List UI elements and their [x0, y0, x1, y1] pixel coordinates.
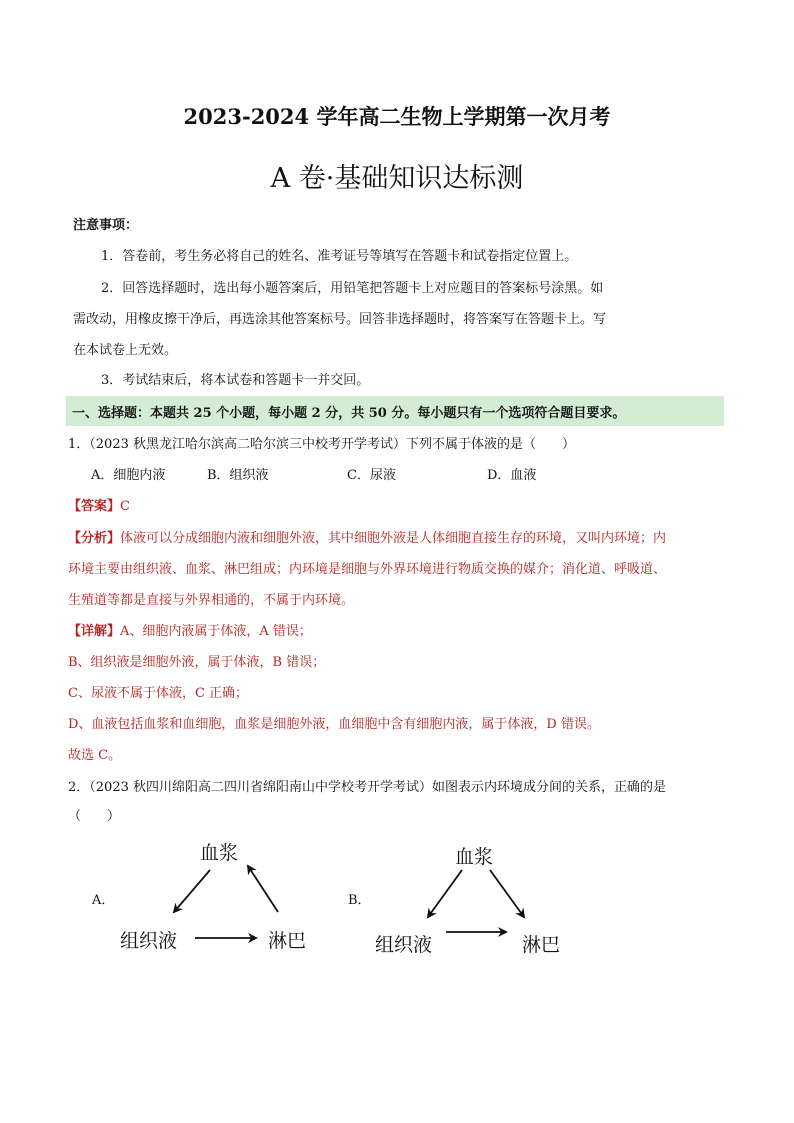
page-subtitle: A 卷·基础知识达标测 — [270, 163, 524, 194]
q2-diagram-b-plasma: 血浆 — [455, 846, 494, 868]
notes-item-3: 3．考试结束后，将本试卷和答题卡一并交回。 — [101, 373, 370, 388]
analysis-label: 【分析】 — [68, 531, 121, 546]
notes-item-1: 1．答卷前，考生务必将自己的姓名、准考证号等填写在答题卡和试卷指定位置上。 — [101, 249, 578, 264]
answer-label: 【答案】 — [68, 499, 121, 514]
q1-analysis-line-2: 环境主要由组织液、血浆、淋巴组成；内环境是细胞与外界环境进行物质交换的媒介；消化道、呼吸道、 — [68, 562, 667, 577]
q1-option-d: D．血液 — [487, 468, 537, 483]
q2-b-arrow-plasma-to-tissue — [428, 870, 462, 917]
q1-option-c: C．尿液 — [347, 468, 396, 483]
q2-diagram-a-plasma: 血浆 — [200, 842, 239, 864]
q2-a-arrow-lymph-to-plasma — [248, 866, 278, 912]
q1-option-b: B．组织液 — [207, 468, 269, 483]
notes-item-2-line-3: 在本试卷上无效。 — [73, 343, 178, 358]
q2-diagram-b-lymph: 淋巴 — [522, 934, 561, 956]
q1-analysis-line-3: 生殖道等都是直接与外界相通的，不属于内环境。 — [68, 593, 355, 608]
q2-stem-line-1: 2．（2023 秋四川绵阳高二四川省绵阳南山中学校考开学考试）如图表示内环境成分间的关系，正确的是 — [68, 780, 666, 795]
q1-conclusion: 故选 C。 — [68, 748, 122, 763]
q1-detail-line-2: B、组织液是细胞外液，属于体液，B 错误； — [68, 655, 326, 670]
q2-diagram-b-letter: B． — [348, 893, 371, 908]
notes-heading: 注意事项： — [73, 218, 139, 233]
q1-detail-line-4: D、血液包括血浆和血细胞，血浆是细胞外液，血细胞中含有细胞内液，属于体液，D 错误。 — [68, 717, 600, 732]
q1-detail-line-1: 【详解】A、细胞内液属于体液，A 错误； — [68, 624, 312, 639]
q2-diagram-b-tissue-fluid: 组织液 — [375, 934, 433, 956]
detail-label: 【详解】 — [68, 624, 121, 639]
q1-option-a: A．细胞内液 — [91, 468, 166, 483]
q1-analysis-line-1: 【分析】体液可以分成细胞内液和细胞外液，其中细胞外液是人体细胞直接生存的环境，又叫内环境；内 — [68, 531, 667, 546]
q2-diagram-a-lymph: 淋巴 — [268, 930, 307, 952]
q1-detail-line-3: C、尿液不属于体液，C 正确； — [68, 686, 249, 701]
notes-item-2-line-2: 需改动，用橡皮擦干净后，再选涂其他答案标号。回答非选择题时，将答案写在答题卡上。写 — [73, 312, 607, 327]
page-title: 2023-2024 学年高二生物上学期第一次月考 — [183, 104, 611, 129]
q2-stem-line-2: （ ） — [68, 809, 121, 824]
q1-stem: 1．（2023 秋黑龙江哈尔滨高二哈尔滨三中校考开学考试）下列不属于体液的是（ ） — [68, 437, 575, 452]
answer-value: C — [120, 499, 130, 514]
q2-diagram-a-letter: A． — [92, 893, 115, 908]
notes-item-2-line-1: 2．回答选择题时，选出每小题答案后，用铅笔把答题卡上对应题目的答案标号涂黑。如 — [101, 281, 604, 296]
section-heading: 一、选择题：本题共 25 个小题，每小题 2 分，共 50 分。每小题只有一个选项符合题目要求。 — [72, 406, 626, 421]
q2-a-arrow-plasma-to-tissue — [174, 870, 210, 912]
q2-b-arrow-plasma-to-lymph — [490, 870, 524, 917]
q2-diagram-a-tissue-fluid: 组织液 — [120, 930, 178, 952]
